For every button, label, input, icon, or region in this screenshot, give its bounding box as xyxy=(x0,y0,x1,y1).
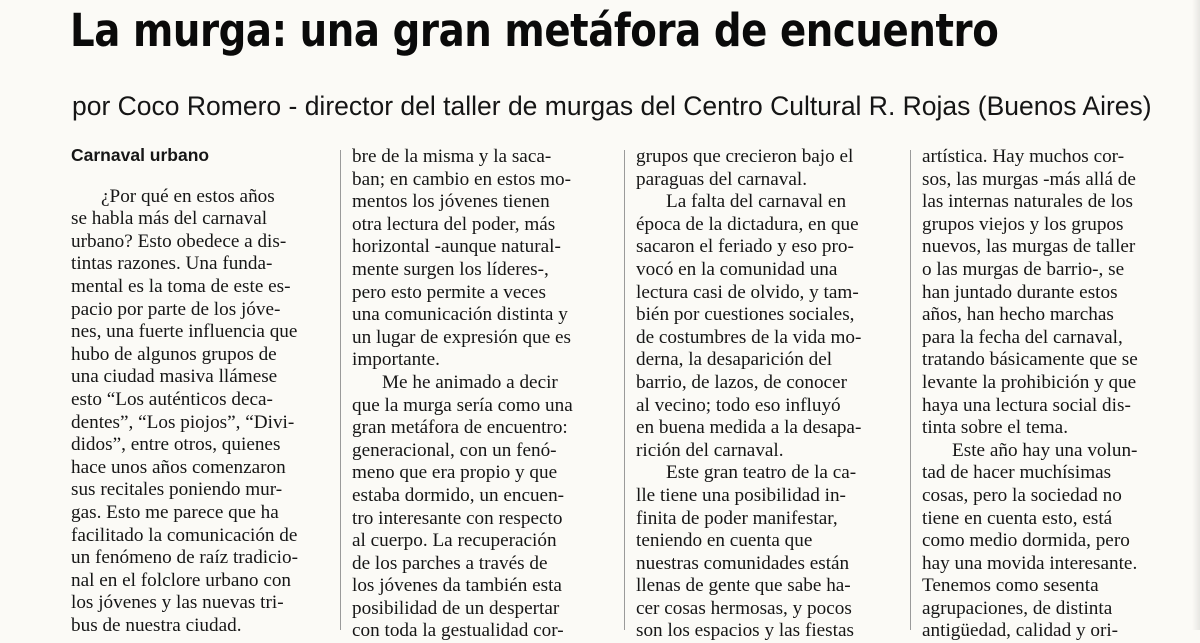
text-line: generacional, con un fenó- xyxy=(352,439,557,461)
text-line: cer cosas hermosas, y pocos xyxy=(636,597,852,619)
text-line: los jóvenes da también esta xyxy=(352,575,562,597)
text-line: teniendo en cuenta que xyxy=(636,530,813,552)
text-line: nes, una fuerte influencia que xyxy=(71,321,298,343)
text-line: Me he animado a decir xyxy=(382,371,558,393)
text-line: bién por cuestiones sociales, xyxy=(636,304,855,326)
text-line: al vecino; todo eso influyó xyxy=(636,394,841,416)
text-line: importante. xyxy=(352,349,440,371)
text-line: hace unos años comenzaron xyxy=(71,456,286,478)
text-line: antigüedad, calidad y ori- xyxy=(922,620,1119,642)
text-column-1 xyxy=(71,144,331,637)
text-line: agrupaciones, de distinta xyxy=(922,597,1113,619)
text-line: dentes”, “Los piojos”, “Divi- xyxy=(71,411,295,433)
column-divider xyxy=(624,150,625,630)
text-line: que la murga sería como una xyxy=(352,394,573,416)
text-line: para la fecha del carnaval, xyxy=(922,326,1123,348)
text-line: tro interesante con respecto xyxy=(352,507,563,529)
text-line: al cuerpo. La recuperación xyxy=(352,530,557,552)
text-line: grupos que crecieron bajo el xyxy=(636,146,854,167)
text-line: son los espacios y las fiestas xyxy=(636,620,854,642)
text-line: La falta del carnaval en xyxy=(666,191,847,213)
text-line: las internas naturales de los xyxy=(922,191,1133,213)
text-line: cosas, pero la sociedad no xyxy=(922,484,1122,506)
text-line: tad de hacer muchísimas xyxy=(922,462,1112,484)
text-line: época de la dictadura, en que xyxy=(636,213,859,235)
text-line: nal en el folclore urbano con xyxy=(71,569,292,591)
text-line: mental es la toma de este es- xyxy=(71,275,291,297)
column-3-body xyxy=(636,146,896,643)
text-line: nuevos, las murgas de taller xyxy=(922,236,1136,258)
text-line: ¿Por qué en estos años xyxy=(101,185,275,207)
column-divider xyxy=(910,150,911,630)
text-line: rición del carnaval. xyxy=(636,439,784,461)
text-line: derna, la desaparición del xyxy=(636,349,833,371)
text-line: pacio por parte de los jóve- xyxy=(71,298,281,320)
text-line: una ciudad masiva llámese xyxy=(71,366,278,388)
text-line: se habla más del carnaval xyxy=(71,208,268,230)
text-line: un fenómeno de raíz tradicio- xyxy=(71,547,298,569)
text-line: sos, las murgas -más allá de xyxy=(922,168,1136,190)
text-line: otra lectura del poder, más xyxy=(352,213,556,235)
article-headline: La murga: una gran metáfora de encuentro xyxy=(70,4,999,57)
article-byline: por Coco Romero - director del taller de murgas del Centro Cultural R. Rojas (Buenos Aires) xyxy=(72,91,1152,121)
text-line: gas. Esto me parece que ha xyxy=(71,501,279,523)
text-column-4 xyxy=(922,146,1187,643)
text-line: lle tiene una posibilidad in- xyxy=(636,484,846,506)
text-line: llenas de gente que sabe ha- xyxy=(636,575,851,597)
column-divider xyxy=(340,150,341,630)
text-line: de costumbres de la vida mo- xyxy=(636,326,862,348)
text-line: los jóvenes y las nuevas tri- xyxy=(71,592,284,614)
text-line: tiene en cuenta esto, está xyxy=(922,507,1113,529)
text-line: haya una lectura social dis- xyxy=(922,394,1131,416)
text-line: con toda la gestualidad cor- xyxy=(352,620,564,642)
text-line: Tenemos como sesenta xyxy=(922,575,1099,597)
text-line: ban; en cambio en estos mo- xyxy=(352,168,571,190)
text-line: gran metáfora de encuentro: xyxy=(352,417,568,439)
text-line: o las murgas de barrio-, se xyxy=(922,258,1125,280)
text-line: tinta sobre el tema. xyxy=(922,417,1068,439)
text-line: vocó en la comunidad una xyxy=(636,258,838,280)
column-4-body xyxy=(922,146,1187,643)
text-line: Este gran teatro de la ca- xyxy=(666,462,857,484)
text-line: artística. Hay muchos cor- xyxy=(922,146,1125,167)
text-line: Este año hay una volun- xyxy=(952,439,1138,461)
text-line: tratando básicamente que se xyxy=(922,349,1138,371)
text-line: urbano? Esto obedece a dis- xyxy=(71,230,287,252)
text-line: lectura casi de olvido, y tam- xyxy=(636,281,859,303)
section-subheading: Carnaval urbano xyxy=(71,145,210,165)
text-line: sacaron el feriado y eso pro- xyxy=(636,236,854,258)
text-line: han juntado durante estos xyxy=(922,281,1118,303)
text-line: esto “Los auténticos deca- xyxy=(71,388,273,410)
text-line: didos”, entre otros, quienes xyxy=(71,434,281,456)
text-line: tintas razones. Una funda- xyxy=(71,253,273,275)
page-edge-shadow xyxy=(1192,0,1200,630)
column-2-body xyxy=(352,146,612,643)
text-line: bus de nuestra ciudad. xyxy=(71,614,242,636)
text-line: de los parches a través de xyxy=(352,552,548,574)
text-line: nuestras comunidades están xyxy=(636,552,850,574)
text-line: barrio, de lazos, de conocer xyxy=(636,371,847,393)
text-line: estaba dormido, un encuen- xyxy=(352,484,565,506)
text-line: hubo de algunos grupos de xyxy=(71,343,277,365)
text-line: un lugar de expresión que es xyxy=(352,326,571,348)
text-column-3 xyxy=(636,146,896,643)
text-line: posibilidad de un despertar xyxy=(352,597,560,619)
text-line: una comunicación distinta y xyxy=(352,304,568,326)
text-line: mente surgen los líderes-, xyxy=(352,258,549,280)
text-line: como medio dormida, pero xyxy=(922,530,1130,552)
text-line: hay una movida interesante. xyxy=(922,552,1138,574)
text-line: grupos viejos y los grupos xyxy=(922,213,1124,235)
text-line: finita de poder manifestar, xyxy=(636,507,838,529)
text-line: horizontal -aunque natural- xyxy=(352,236,561,258)
text-line: levante la prohibición y que xyxy=(922,371,1137,393)
text-line: mentos los jóvenes tienen xyxy=(352,191,550,213)
text-line: paraguas del carnaval. xyxy=(636,168,807,190)
text-line: bre de la misma y la saca- xyxy=(352,146,552,167)
text-line: facilitado la comunicación de xyxy=(71,524,298,546)
column-1-body xyxy=(71,186,331,638)
text-line: meno que era propio y que xyxy=(352,462,558,484)
text-line: sus recitales poniendo mur- xyxy=(71,479,283,501)
text-line: en buena medida a la desapa- xyxy=(636,417,862,439)
text-column-2 xyxy=(352,146,612,643)
text-line: pero esto permite a veces xyxy=(352,281,546,303)
text-line: años, han hecho marchas xyxy=(922,304,1114,326)
